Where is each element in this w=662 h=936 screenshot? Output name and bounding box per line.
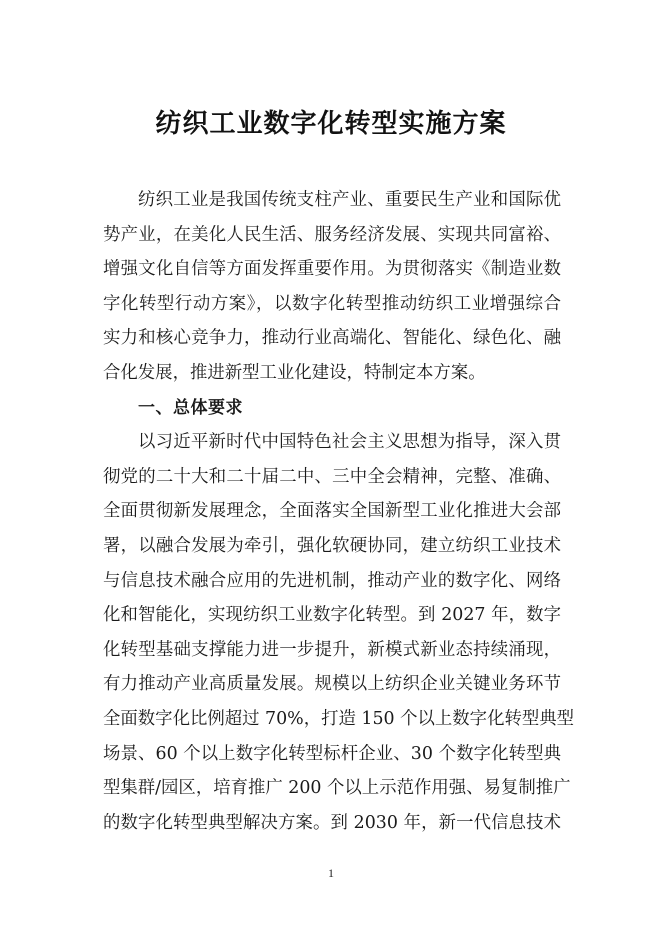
paragraph-line: 势产业，在美化人民生活、服务经济发展、实现共同富裕、 — [103, 224, 561, 245]
paragraph-line: 实力和核心竞争力，推动行业高端化、智能化、绿色化、融 — [103, 328, 561, 349]
paragraph-line: 增强文化自信等方面发挥重要作用。为贯彻落实《制造业数 — [103, 259, 561, 280]
paragraph-line: 以习近平新时代中国特色社会主义思想为指导，深入贯 — [138, 432, 561, 453]
paragraph-line: 合化发展，推进新型工业化建设，特制定本方案。 — [103, 362, 486, 383]
document-title: 纺织工业数字化转型实施方案 — [155, 109, 507, 139]
paragraph-line: 全面数字化比例超过 70%，打造 150 个以上数字化转型典型 — [103, 708, 575, 729]
section-heading: 一、总体要求 — [138, 397, 243, 418]
paragraph-line: 化和智能化，实现纺织工业数字化转型。到 2027 年，数字 — [103, 605, 561, 626]
paragraph-line: 署，以融合发展为牵引，强化软硬协同，建立纺织工业技术 — [103, 535, 561, 556]
paragraph-line: 的数字化转型典型解决方案。到 2030 年，新一代信息技术 — [103, 812, 561, 833]
document-body — [103, 183, 575, 840]
paragraph-line: 全面贯彻新发展理念，全面落实全国新型工业化推进大会部 — [103, 501, 561, 522]
page-number: 1 — [328, 866, 334, 880]
paragraph-line: 纺织工业是我国传统支柱产业、重要民生产业和国际优 — [138, 190, 561, 210]
paragraph-line: 字化转型行动方案》，以数字化转型推动纺织工业增强综合 — [103, 293, 561, 314]
paragraph-line: 与信息技术融合应用的先进机制，推动产业的数字化、网络 — [103, 570, 561, 591]
paragraph-line: 型集群/园区，培育推广 200 个以上示范作用强、易复制推广 — [103, 778, 571, 799]
paragraph-line: 有力推动产业高质量发展。规模以上纺织企业关键业务环节 — [103, 674, 561, 695]
paragraph-line: 化转型基础支撑能力进一步提升，新模式新业态持续涌现， — [103, 639, 561, 660]
paragraph-line: 彻党的二十大和二十届二中、三中全会精神，完整、准确、 — [103, 466, 561, 487]
paragraph-line: 场景、60 个以上数字化转型标杆企业、30 个数字化转型典 — [103, 743, 561, 764]
